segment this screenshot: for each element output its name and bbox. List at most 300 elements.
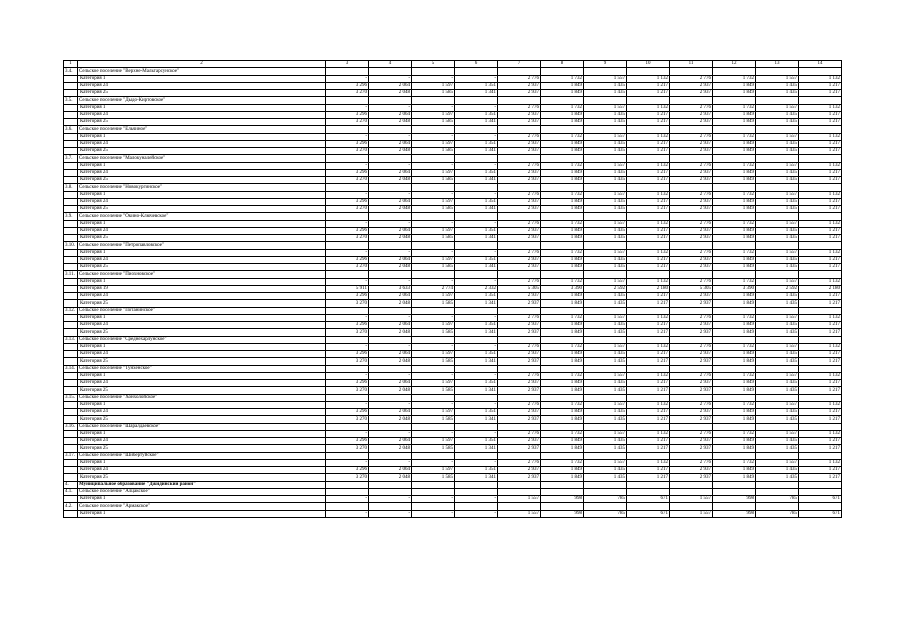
empty-value-cell	[412, 481, 455, 488]
value-cell: 1 435	[584, 300, 627, 307]
value-cell: 3 270	[326, 177, 369, 184]
value-cell: 1 849	[541, 82, 584, 89]
empty-value-cell	[455, 97, 498, 104]
value-cell: 1 849	[541, 256, 584, 263]
value-cell: 1 849	[713, 416, 756, 423]
value-cell: -	[412, 278, 455, 285]
value-cell: 1 732	[713, 459, 756, 466]
value-cell: 2 776	[498, 162, 541, 169]
value-cell: 1 732	[713, 191, 756, 198]
value-cell: 1 351	[455, 140, 498, 147]
value-cell: 1 132	[627, 162, 670, 169]
column-number-cell: 11	[670, 61, 713, 68]
value-cell: -	[455, 510, 498, 517]
value-cell: 1 732	[713, 278, 756, 285]
value-cell: 1 597	[412, 351, 455, 358]
value-cell: 1 435	[584, 227, 627, 234]
row-number-cell	[64, 75, 78, 82]
row-number-cell	[64, 82, 78, 89]
empty-value-cell	[713, 213, 756, 220]
value-cell: 1 849	[541, 351, 584, 358]
value-cell: 5 305	[498, 285, 541, 292]
value-cell: 1 351	[455, 467, 498, 474]
value-cell: 1 849	[713, 235, 756, 242]
category-row	[64, 459, 842, 466]
empty-value-cell	[799, 213, 842, 220]
value-cell: 1 849	[713, 387, 756, 394]
value-cell: 1 557	[756, 372, 799, 379]
category-row	[64, 372, 842, 379]
value-cell: 1 585	[412, 235, 455, 242]
category-name-cell: Категория 25	[78, 90, 326, 97]
value-cell: 1 597	[412, 111, 455, 118]
category-name-cell: Категория 1	[78, 220, 326, 227]
value-cell: 2 937	[670, 474, 713, 481]
row-number-cell	[64, 256, 78, 263]
empty-value-cell	[713, 452, 756, 459]
value-cell: 2 937	[498, 387, 541, 394]
value-cell: 1 217	[627, 90, 670, 97]
empty-value-cell	[756, 503, 799, 510]
empty-value-cell	[369, 336, 412, 343]
value-cell: 1 849	[713, 293, 756, 300]
value-cell: 1 732	[541, 278, 584, 285]
value-cell: 1 557	[670, 496, 713, 503]
empty-value-cell	[326, 126, 369, 133]
value-cell: 3 270	[326, 474, 369, 481]
category-name-cell: Категория 24	[78, 227, 326, 234]
value-cell: 1 597	[412, 82, 455, 89]
empty-value-cell	[498, 423, 541, 430]
value-cell: 671	[627, 510, 670, 517]
value-cell: 1 597	[412, 322, 455, 329]
value-cell: 1 435	[756, 409, 799, 416]
row-number-cell	[64, 264, 78, 271]
value-cell: 1 217	[627, 140, 670, 147]
category-row	[64, 278, 842, 285]
value-cell: 2 776	[670, 75, 713, 82]
empty-value-cell	[326, 97, 369, 104]
value-cell: 1 132	[627, 104, 670, 111]
value-cell: 1 585	[412, 416, 455, 423]
empty-value-cell	[498, 365, 541, 372]
category-row	[64, 162, 842, 169]
settlement-row	[64, 452, 842, 459]
value-cell: 1 849	[541, 300, 584, 307]
value-cell: 1 351	[455, 111, 498, 118]
value-cell: 2 776	[498, 430, 541, 437]
empty-value-cell	[713, 503, 756, 510]
value-cell: 1 557	[756, 249, 799, 256]
value-cell: 1 217	[627, 177, 670, 184]
settlement-name-cell: Сельское поселение "Окино-Ключевское"	[78, 213, 326, 220]
empty-value-cell	[799, 503, 842, 510]
value-cell: 1 435	[756, 467, 799, 474]
value-cell: 2 937	[670, 467, 713, 474]
empty-value-cell	[670, 488, 713, 495]
settlement-row	[64, 488, 842, 495]
value-cell: -	[326, 104, 369, 111]
value-cell: 1 435	[584, 351, 627, 358]
value-cell: 1 435	[756, 329, 799, 336]
value-cell: -	[369, 278, 412, 285]
value-cell: 2 064	[369, 169, 412, 176]
category-row	[64, 285, 842, 292]
settlement-row	[64, 423, 842, 430]
value-cell: -	[326, 510, 369, 517]
value-cell: 2 064	[369, 438, 412, 445]
empty-value-cell	[541, 155, 584, 162]
value-cell: 1 849	[541, 409, 584, 416]
value-cell: 998	[713, 496, 756, 503]
empty-value-cell	[498, 68, 541, 75]
category-name-cell: Категория 1	[78, 278, 326, 285]
value-cell: -	[455, 430, 498, 437]
value-cell: 1 132	[799, 372, 842, 379]
value-cell: -	[326, 191, 369, 198]
value-cell: 1 217	[799, 293, 842, 300]
value-cell: 1 849	[713, 380, 756, 387]
empty-value-cell	[799, 242, 842, 249]
category-row	[64, 206, 842, 213]
value-cell: 1 597	[412, 293, 455, 300]
value-cell: 1 597	[412, 256, 455, 263]
category-row	[64, 329, 842, 336]
value-cell: 1 435	[584, 198, 627, 205]
value-cell: 1 557	[584, 220, 627, 227]
value-cell: 3 296	[326, 409, 369, 416]
value-cell: 2 776	[670, 372, 713, 379]
empty-value-cell	[412, 365, 455, 372]
value-cell: 2 048	[369, 387, 412, 394]
value-cell: 1 732	[541, 372, 584, 379]
value-cell: 1 132	[627, 220, 670, 227]
value-cell: 1 557	[584, 430, 627, 437]
empty-value-cell	[541, 307, 584, 314]
value-cell: 2 937	[670, 111, 713, 118]
value-cell: -	[326, 496, 369, 503]
category-row	[64, 387, 842, 394]
value-cell: 1 585	[412, 264, 455, 271]
value-cell: 1 217	[627, 119, 670, 126]
value-cell: 1 217	[627, 256, 670, 263]
category-name-cell: Категория 1	[78, 249, 326, 256]
settlement-name-cell: Сельское поселение "Ельчиное"	[78, 126, 326, 133]
row-number-cell: 4.	[64, 481, 78, 488]
category-name-cell: Категория 1	[78, 459, 326, 466]
category-row	[64, 401, 842, 408]
value-cell: 2 937	[498, 329, 541, 336]
value-cell: -	[369, 314, 412, 321]
empty-value-cell	[670, 503, 713, 510]
value-cell: 1 435	[756, 140, 799, 147]
empty-value-cell	[498, 452, 541, 459]
value-cell: -	[369, 133, 412, 140]
value-cell: 1 585	[412, 300, 455, 307]
column-number-cell: 2	[78, 61, 326, 68]
empty-value-cell	[412, 423, 455, 430]
value-cell: 2 776	[670, 220, 713, 227]
settlement-row	[64, 394, 842, 401]
value-cell: 1 557	[756, 343, 799, 350]
value-cell: 1 597	[412, 198, 455, 205]
category-row	[64, 322, 842, 329]
empty-value-cell	[756, 394, 799, 401]
value-cell: -	[369, 104, 412, 111]
empty-value-cell	[541, 242, 584, 249]
value-cell: 1 217	[627, 148, 670, 155]
value-cell: -	[412, 459, 455, 466]
value-cell: 1 341	[455, 235, 498, 242]
value-cell: 1 132	[627, 249, 670, 256]
value-cell: 1 585	[412, 206, 455, 213]
value-cell: 1 435	[584, 467, 627, 474]
empty-value-cell	[412, 184, 455, 191]
value-cell: 1 849	[541, 322, 584, 329]
value-cell: 1 341	[455, 90, 498, 97]
value-cell: 3 270	[326, 148, 369, 155]
value-cell: 1 849	[713, 409, 756, 416]
category-row	[64, 314, 842, 321]
value-cell: 3 390	[541, 285, 584, 292]
value-cell: -	[369, 496, 412, 503]
empty-value-cell	[627, 242, 670, 249]
value-cell: 1 849	[713, 140, 756, 147]
column-number-row	[64, 61, 842, 68]
empty-value-cell	[369, 126, 412, 133]
empty-value-cell	[326, 68, 369, 75]
value-cell: 1 435	[756, 111, 799, 118]
value-cell: 1 217	[799, 148, 842, 155]
value-cell: 1 557	[584, 191, 627, 198]
value-cell: 1 217	[627, 227, 670, 234]
value-cell: 1 341	[455, 177, 498, 184]
value-cell: -	[369, 343, 412, 350]
value-cell: 1 435	[756, 169, 799, 176]
value-cell: 2 048	[369, 445, 412, 452]
category-row	[64, 380, 842, 387]
empty-value-cell	[498, 394, 541, 401]
row-number-cell	[64, 148, 78, 155]
category-row	[64, 235, 842, 242]
value-cell: 1 849	[541, 438, 584, 445]
category-name-cell: Категория 25	[78, 206, 326, 213]
empty-value-cell	[369, 503, 412, 510]
empty-value-cell	[799, 481, 842, 488]
value-cell: 1 217	[627, 474, 670, 481]
empty-value-cell	[584, 503, 627, 510]
value-cell: 1 217	[799, 264, 842, 271]
value-cell: 2 776	[670, 401, 713, 408]
value-cell: -	[326, 430, 369, 437]
value-cell: 1 732	[713, 104, 756, 111]
empty-value-cell	[541, 394, 584, 401]
value-cell: 1 217	[627, 438, 670, 445]
empty-value-cell	[541, 271, 584, 278]
value-cell: 1 217	[627, 380, 670, 387]
value-cell: 1 849	[713, 227, 756, 234]
category-row	[64, 343, 842, 350]
category-row	[64, 148, 842, 155]
value-cell: 2 064	[369, 111, 412, 118]
value-cell: 2 180	[799, 285, 842, 292]
value-cell: 3 633	[369, 285, 412, 292]
value-cell: -	[455, 278, 498, 285]
empty-value-cell	[369, 271, 412, 278]
value-cell: 2 776	[670, 249, 713, 256]
value-cell: 3 296	[326, 467, 369, 474]
value-cell: 1 597	[412, 169, 455, 176]
category-row	[64, 198, 842, 205]
value-cell: 2 064	[369, 467, 412, 474]
value-cell: 2 048	[369, 206, 412, 213]
empty-value-cell	[713, 242, 756, 249]
value-cell: 1 849	[713, 438, 756, 445]
empty-value-cell	[627, 423, 670, 430]
row-number-cell: 3.7.	[64, 155, 78, 162]
column-number-cell: 4	[369, 61, 412, 68]
empty-value-cell	[369, 184, 412, 191]
value-cell: 1 557	[756, 459, 799, 466]
value-cell: 2 937	[498, 322, 541, 329]
value-cell: 1 435	[584, 264, 627, 271]
value-cell: 1 435	[584, 177, 627, 184]
empty-value-cell	[326, 307, 369, 314]
value-cell: 1 849	[541, 467, 584, 474]
value-cell: 1 132	[799, 75, 842, 82]
value-cell: 1 585	[412, 329, 455, 336]
empty-value-cell	[541, 213, 584, 220]
category-row	[64, 445, 842, 452]
value-cell: -	[455, 191, 498, 198]
value-cell: 2 937	[670, 206, 713, 213]
value-cell: 1 435	[584, 358, 627, 365]
category-row	[64, 467, 842, 474]
value-cell: 2 064	[369, 227, 412, 234]
value-cell: -	[455, 459, 498, 466]
value-cell: 1 435	[756, 206, 799, 213]
settlement-row	[64, 365, 842, 372]
empty-value-cell	[584, 423, 627, 430]
row-number-cell: 3.16.	[64, 423, 78, 430]
value-cell: 1 585	[412, 358, 455, 365]
value-cell: 1 849	[541, 293, 584, 300]
row-number-cell: 3.11.	[64, 271, 78, 278]
value-cell: 2 937	[498, 227, 541, 234]
value-cell: 1 132	[627, 278, 670, 285]
column-number-cell: 7	[498, 61, 541, 68]
value-cell: -	[455, 343, 498, 350]
empty-value-cell	[412, 155, 455, 162]
empty-value-cell	[326, 452, 369, 459]
value-cell: 1 132	[799, 430, 842, 437]
value-cell: 1 435	[756, 227, 799, 234]
row-number-cell	[64, 249, 78, 256]
empty-value-cell	[541, 68, 584, 75]
empty-value-cell	[541, 365, 584, 372]
value-cell: 1 849	[713, 177, 756, 184]
value-cell: 1 217	[799, 169, 842, 176]
value-cell: 1 435	[584, 169, 627, 176]
value-cell: -	[369, 401, 412, 408]
value-cell: -	[369, 510, 412, 517]
settlement-row	[64, 242, 842, 249]
value-cell: 1 132	[627, 314, 670, 321]
value-cell: -	[326, 133, 369, 140]
value-cell: 1 217	[799, 445, 842, 452]
value-cell: 1 732	[541, 220, 584, 227]
value-cell: -	[369, 191, 412, 198]
value-cell: 1 435	[584, 206, 627, 213]
category-name-cell: Категория 1	[78, 343, 326, 350]
row-number-cell: 3.13.	[64, 336, 78, 343]
category-row	[64, 510, 842, 517]
value-cell: -	[326, 278, 369, 285]
value-cell: 1 435	[584, 474, 627, 481]
value-cell: 1 435	[584, 416, 627, 423]
empty-value-cell	[455, 488, 498, 495]
column-number-cell: 1	[64, 61, 78, 68]
empty-value-cell	[541, 503, 584, 510]
value-cell: 1 557	[584, 401, 627, 408]
value-cell: 1 597	[412, 438, 455, 445]
value-cell: 1 132	[627, 191, 670, 198]
value-cell: 2 776	[498, 133, 541, 140]
empty-value-cell	[455, 452, 498, 459]
settlement-row	[64, 336, 842, 343]
empty-value-cell	[713, 68, 756, 75]
value-cell: 1 849	[541, 177, 584, 184]
value-cell: 1 217	[627, 300, 670, 307]
empty-value-cell	[627, 481, 670, 488]
settlement-name-cell: Сельское поселение "Шибертуйское"	[78, 452, 326, 459]
value-cell: 1 732	[541, 104, 584, 111]
row-number-cell: 3.6.	[64, 126, 78, 133]
value-cell: -	[455, 314, 498, 321]
value-cell: 671	[627, 496, 670, 503]
value-cell: 1 732	[541, 75, 584, 82]
empty-value-cell	[756, 481, 799, 488]
category-row	[64, 111, 842, 118]
category-name-cell: Категория 1	[78, 496, 326, 503]
value-cell: 2 180	[627, 285, 670, 292]
row-number-cell	[64, 467, 78, 474]
value-cell: 1 732	[713, 343, 756, 350]
empty-value-cell	[326, 336, 369, 343]
value-cell: 1 351	[455, 322, 498, 329]
value-cell: -	[412, 401, 455, 408]
value-cell: 3 270	[326, 358, 369, 365]
value-cell: 2 776	[670, 191, 713, 198]
value-cell: 1 435	[584, 445, 627, 452]
value-cell: 2 592	[756, 285, 799, 292]
value-cell: 2 937	[670, 140, 713, 147]
value-cell: 1 217	[799, 358, 842, 365]
row-number-cell	[64, 133, 78, 140]
category-name-cell: Категория 24	[78, 322, 326, 329]
value-cell: 1 849	[713, 119, 756, 126]
value-cell: 1 557	[756, 430, 799, 437]
category-row	[64, 358, 842, 365]
value-cell: 1 849	[541, 119, 584, 126]
value-cell: 2 937	[670, 300, 713, 307]
category-name-cell: Категория 1	[78, 314, 326, 321]
category-name-cell: Категория 24	[78, 140, 326, 147]
empty-value-cell	[670, 97, 713, 104]
empty-value-cell	[670, 155, 713, 162]
value-cell: 1 351	[455, 438, 498, 445]
value-cell: 1 849	[713, 351, 756, 358]
